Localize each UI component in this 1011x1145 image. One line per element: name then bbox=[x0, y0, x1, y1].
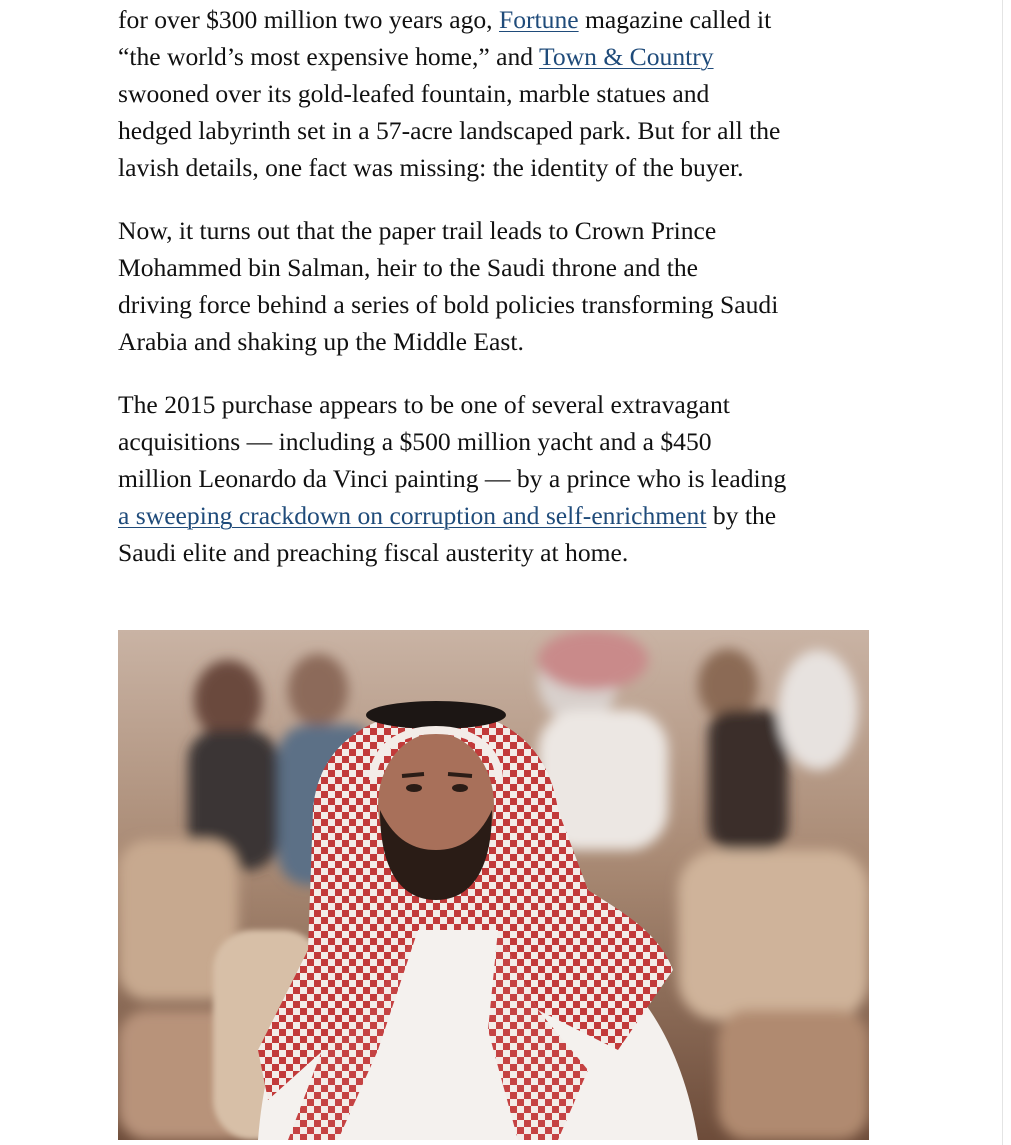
fortune-link[interactable]: Fortune bbox=[498, 5, 579, 34]
paragraph-line: Arabia and shaking up the Middle East. bbox=[118, 327, 524, 356]
paragraph-line bbox=[118, 38, 780, 75]
article-paragraph-2 bbox=[118, 212, 778, 360]
crackdown-link[interactable]: a sweeping crackdown on corruption and self-enrichment bbox=[118, 501, 707, 530]
paragraph-line: Saudi elite and preaching fiscal austerity at home. bbox=[118, 538, 629, 567]
paragraph-line: Now, it turns out that the paper trail leads to Crown Prince bbox=[118, 216, 717, 245]
paragraph-line bbox=[118, 1, 780, 38]
paragraph-line: acquisitions — including a $500 million yacht and a $450 bbox=[118, 427, 712, 456]
paragraph-line: million Leonardo da Vinci painting — by a prince who is leading bbox=[118, 464, 787, 493]
text-run: for over $300 million two years ago, bbox=[118, 5, 499, 34]
town-and-country-link[interactable]: Town & Country bbox=[539, 42, 714, 71]
paragraph-line: hedged labyrinth set in a 57-acre landscaped park. But for all the bbox=[118, 116, 781, 145]
paragraph-line: swooned over its gold-leafed fountain, marble statues and bbox=[118, 79, 710, 108]
page-edge-divider bbox=[1002, 0, 1003, 1145]
photo-illustration bbox=[118, 630, 869, 1140]
article-paragraph-3 bbox=[118, 386, 786, 571]
paragraph-line: The 2015 purchase appears to be one of several extravagant bbox=[118, 390, 730, 419]
paragraph-line: Mohammed bin Salman, heir to the Saudi throne and the bbox=[118, 253, 699, 282]
paragraph-line bbox=[118, 497, 786, 534]
paragraph-line: lavish details, one fact was missing: the identity of the buyer. bbox=[118, 153, 744, 182]
text-run: “the world’s most expensive home,” and bbox=[118, 42, 540, 71]
text-run: magazine called it bbox=[578, 5, 772, 34]
paragraph-line: driving force behind a series of bold policies transforming Saudi bbox=[118, 290, 779, 319]
text-run: by the bbox=[706, 501, 777, 530]
article-paragraph-1 bbox=[118, 1, 780, 186]
article-photo[interactable] bbox=[118, 630, 869, 1140]
